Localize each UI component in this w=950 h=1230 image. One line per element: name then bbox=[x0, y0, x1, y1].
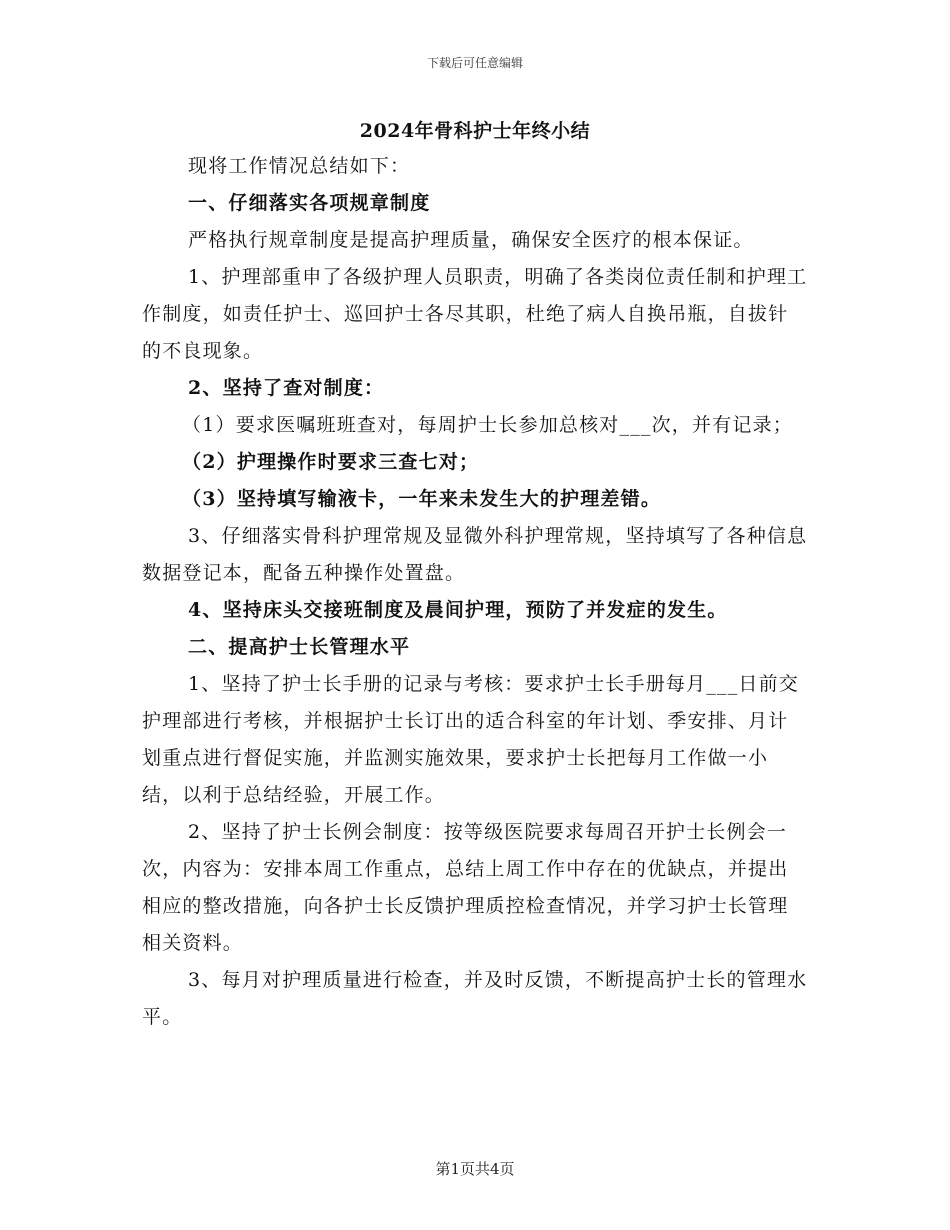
paragraph: 1、护理部重申了各级护理人员职责，明确了各类岗位责任制和护理工作制度，如责任护士、巡回护士各尽其职，杜绝了病人自换吊瓶，自拔针的不良现象。 bbox=[142, 266, 808, 362]
list-item: （3）坚持填写输液卡，一年来未发生大的护理差错。 bbox=[182, 488, 662, 510]
paragraph: 3、仔细落实骨科护理常规及显微外科护理常规，坚持填写了各种信息数据登记本，配备五种操作处置盘。 bbox=[142, 525, 808, 584]
paragraph: 1、坚持了护士长手册的记录与考核：要求护士长手册每月___日前交护理部进行考核，并根据护士长订出的适合科室的年计划、季安排、月计划重点进行督促实施，并监测实施效果，要求护士长把每月工作做一小结，以利于总结经验，开展工作。 bbox=[142, 673, 799, 806]
section-heading-2: 二、提高护士长管理水平 bbox=[188, 636, 411, 658]
list-item: （1）要求医嘱班班查对，每周护士长参加总核对___次，并有记录； bbox=[182, 414, 793, 436]
paragraph: 2、坚持了护士长例会制度：按等级医院要求每周召开护士长例会一次，内容为：安排本周工作重点，总结上周工作中存在的优缺点，并提出相应的整改措施，向各护士长反馈护理质控检查情况，并学习护士长管理相关资料。 bbox=[142, 821, 789, 954]
page-footer: 第1页共4页 bbox=[435, 1160, 515, 1178]
paragraph: 3、每月对护理质量进行检查，并及时反馈，不断提高护士长的管理水平。 bbox=[142, 969, 808, 1028]
section-heading-1: 一、仔细落实各项规章制度 bbox=[188, 192, 431, 214]
document-body bbox=[142, 148, 808, 1036]
header-note: 下载后可任意编辑 bbox=[426, 56, 523, 70]
subheading: 2、坚持了查对制度： bbox=[188, 377, 385, 399]
list-item: （2）护理操作时要求三查七对； bbox=[182, 451, 480, 473]
intro-paragraph: 现将工作情况总结如下： bbox=[188, 155, 411, 177]
page-title: 2024年骨科护士年终小结 bbox=[359, 120, 591, 142]
paragraph: 严格执行规章制度是提高护理质量，确保安全医疗的根本保证。 bbox=[188, 229, 754, 251]
subheading: 4、坚持床头交接班制度及晨间护理，预防了并发症的发生。 bbox=[188, 599, 728, 621]
